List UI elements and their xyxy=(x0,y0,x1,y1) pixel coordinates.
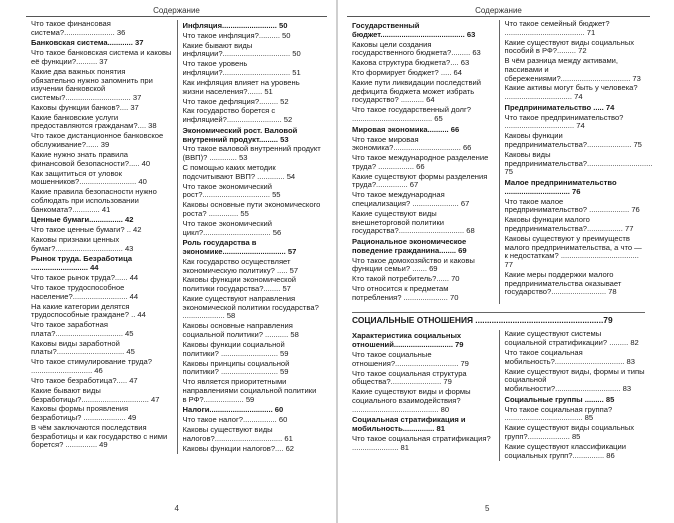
toc-entry: Каковы существуют у преимуществ малого предпринимательства, а что — к недостаткам? ..................................... 77 xyxy=(504,233,642,269)
toc-heading: Роль государства в экономике.............................. 57 xyxy=(182,238,297,256)
toc-entry: Какие существуют классификации социальных групп?............... 86 xyxy=(504,441,627,460)
toc-entry: Какие активы могут быть у человека? ................................ 74 xyxy=(504,83,638,102)
toc-column-3 xyxy=(347,20,499,304)
page-header xyxy=(26,6,327,20)
toc-entry: Что такое ценные бумаги? .. 42 xyxy=(31,225,142,235)
toc-entry: Что такое рынок труда?...... 44 xyxy=(31,273,139,283)
toc-entry: Что является приоритетными направлениями социальной политики в РФ?................... 59 xyxy=(182,377,317,404)
toc-entry: Каковы функции банков?.... 37 xyxy=(31,102,139,112)
section-heading: СОЦИАЛЬНЫЕ ОТНОШЕНИЯ .......................................................79 xyxy=(352,312,645,325)
toc-entry: Что такое валовой внутренний продукт (ВВП)? ............. 53 xyxy=(182,144,321,163)
toc-entry: Какие существуют виды, формы и типы социальной мобильности?............................... 83 xyxy=(504,366,645,394)
toc-columns xyxy=(26,20,327,454)
toc-heading: Рациональное экономическое поведение гражданина........ 69 xyxy=(352,237,467,255)
toc-entry: Какие нужно знать правила финансовой безопасности?..... 40 xyxy=(31,149,151,168)
toc-entry: Что такое предпринимательство? ................................. 74 xyxy=(504,112,624,131)
toc-entry: Каковы основные направления социальной политики? ........... 58 xyxy=(182,321,299,340)
toc-entry: Что такое дистанционное банковское обслуживание?...... 39 xyxy=(31,131,164,150)
toc-heading: Банковская система............ 37 xyxy=(31,38,144,48)
toc-entry: Какие банковские услуги предоставляются гражданам?.... 38 xyxy=(31,112,157,131)
toc-entry: На какие категории делятся трудоспособные граждане? .. 44 xyxy=(31,301,146,320)
toc-entry: Каковы цели создания государственного бюджета?......... 63 xyxy=(352,39,481,58)
toc-entry: Каковы функции предпринимательства?..................... 75 xyxy=(504,131,642,150)
toc-columns-bottom xyxy=(347,330,650,461)
toc-entry: Каковы функции малого предпринимательства?................. 77 xyxy=(504,215,634,233)
toc-entry: Каковы функции социальной политики? ........................... 59 xyxy=(182,339,289,358)
toc-heading: Предпринимательство ..... 74 xyxy=(504,102,615,112)
toc-column-1 xyxy=(26,20,177,454)
toc-entry: Как государство борется с инфляцией?.......................... 52 xyxy=(182,106,293,125)
toc-entry: Каковы функции экономической политики государства?........ 57 xyxy=(182,275,297,294)
toc-entry: Какие существуют виды и формы социального взаимодействия? ......................................... 80 xyxy=(352,387,471,414)
toc-entry: Что такое социальная стратификация? ...................... 81 xyxy=(352,433,491,452)
toc-entry: Каковы виды заработной платы?................................ 45 xyxy=(31,338,135,357)
toc-entry: Как государство осуществляет экономическую политику? ..... 57 xyxy=(182,256,299,275)
toc-column-6 xyxy=(499,330,651,461)
toc-entry: Каковы формы проявления безработицы? .................... 49 xyxy=(31,404,137,423)
toc-heading: Ценные бумаги................ 42 xyxy=(31,215,134,225)
toc-entry: Каковы признаки ценных бумаг?................................ 43 xyxy=(31,235,134,253)
page-header xyxy=(347,6,650,20)
toc-heading: Налоги.............................. 60 xyxy=(182,405,284,415)
toc-entry: Что такое государственный долг? ...................................... 65 xyxy=(352,105,471,123)
toc-entry: Что такое заработная плата?................................ 45 xyxy=(31,320,134,338)
toc-entry: Каковы функции налогов?.... 62 xyxy=(182,443,295,453)
toc-entry: Как защититься от уловок мошенников?........................... 40 xyxy=(31,168,147,187)
toc-entry: Что такое социальная группа? ..................................... 85 xyxy=(504,404,613,423)
toc-entry: Что такое стимулирование труда? ............................. 46 xyxy=(31,357,152,376)
toc-entry: Что такое инфляция?.......... 50 xyxy=(182,30,291,40)
toc-entry: Какие меры поддержки малого предпринимательства оказывает государство?.......................... 78 xyxy=(504,269,622,297)
header-label: Содержание xyxy=(469,6,528,15)
toc-entry: Что такое социальная структура общества?........................ 79 xyxy=(352,368,467,387)
toc-entry: Какие пути ликвидации последствий дефицита бюджета может избрать государство? ........... 64 xyxy=(352,77,481,105)
toc-heading: Социальные группы ......... 85 xyxy=(504,394,615,404)
toc-entry: Какова структура бюджета?.... 63 xyxy=(352,58,470,68)
toc-entry: Какие два важных понятия обязательно нужно запомнить при изучении банковской системы?............................... 37 xyxy=(31,66,153,102)
toc-column-5 xyxy=(347,330,499,461)
toc-entry: Что такое трудоспособное население?.......................... 44 xyxy=(31,282,139,301)
toc-entry: Какие существуют формы разделения труда?............... 67 xyxy=(352,171,488,190)
toc-entry: В чём разница между активами, пассивами и сбережениями?................................. 73 xyxy=(504,56,641,83)
toc-entry: Что такое малое предпринимательство? ................... 76 xyxy=(504,196,640,215)
toc-heading: Социальная стратификация и мобильность............... 81 xyxy=(352,415,466,434)
toc-entry: Какие существуют системы социальной стратификации? ......... 82 xyxy=(504,329,639,348)
toc-entry: Что такое налог?................ 60 xyxy=(182,415,288,425)
toc-entry: Каковы существуют виды налогов?................................ 61 xyxy=(182,424,293,443)
toc-heading: Рынок труда. Безработица ........................... 44 xyxy=(31,254,133,273)
toc-entry: Что такое уровень инфляции?................................ 51 xyxy=(182,59,301,78)
toc-entry: Что такое безработица?..... 47 xyxy=(31,375,138,385)
toc-entry: Что такое международная специализация? ...................... 67 xyxy=(352,190,470,209)
toc-entry: Каковы виды предпринимательства?............................... 75 xyxy=(504,149,653,177)
toc-heading: Мировая экономика.......... 66 xyxy=(352,124,460,134)
toc-entry: Что такое социальные отношения?.............................. 79 xyxy=(352,350,469,368)
toc-entry: Какие бывают виды безработицы?................................ 47 xyxy=(31,385,160,404)
toc-heading: Малое предпринимательство ............................... 76 xyxy=(504,178,617,196)
toc-heading: Характеристика социальных отношений............................ 79 xyxy=(352,331,464,350)
toc-entry: В чём заключаются последствия безработицы и как государство с ними борется? ............... 49 xyxy=(31,422,168,450)
toc-entry: Что такое финансовая система?........................ 36 xyxy=(31,19,126,37)
toc-heading: Экономический рост. Валовой внутренний продукт......... 53 xyxy=(182,125,298,144)
toc-entry: Что такое экономический рост?................................ 55 xyxy=(182,181,281,200)
toc-entry: Что относится к предметам потребления? ..................... 70 xyxy=(352,284,459,302)
toc-columns-top xyxy=(347,19,653,304)
toc-entry: Каковы основные пути экономического роста? .............. 55 xyxy=(182,200,321,218)
toc-entry: Как инфляция влияет на уровень жизни населения?....... 51 xyxy=(182,77,300,96)
toc-entry: Что такое социальная мобильность?................................. 83 xyxy=(504,348,635,366)
toc-heading: Инфляция.......................... 50 xyxy=(182,21,288,30)
toc-entry: Что такое дефляция?......... 52 xyxy=(182,96,289,106)
toc-entry: Какие существуют виды социальных групп?.................... 85 xyxy=(504,423,635,441)
toc-entry: Что такое международное разделение труда? ................. 66 xyxy=(352,153,489,171)
toc-entry: Какие существуют виды внешнеторговой политики государства?............................... 68 xyxy=(352,208,475,236)
header-label: Содержание xyxy=(147,6,206,15)
right-page xyxy=(337,0,674,523)
toc-entry: Что такое мировая экономика?................................ 66 xyxy=(352,134,472,153)
toc-entry: Что такое домохозяйство и каковы функции семьи? ....... 69 xyxy=(352,255,475,274)
toc-entry: Каковы принципы социальной политики? ........................... 59 xyxy=(182,358,290,377)
toc-heading: Государственный бюджет........................................ 63 xyxy=(352,21,476,39)
toc-entry: Какие существуют виды социальных пособий в РФ?......... 72 xyxy=(504,37,635,56)
page-number: 5 xyxy=(485,504,490,513)
toc-entry: Что такое банковская система и каковы её функции?.......... 37 xyxy=(31,48,172,66)
toc-entry: Кто такой потребитель?...... 70 xyxy=(352,274,460,284)
toc-entry: С помощью каких методик подсчитывают ВВП? ............. 54 xyxy=(182,163,296,181)
toc-entry: Что такое экономический цикл?................................ 56 xyxy=(182,218,282,237)
toc-entry: Кто формирует бюджет? ..... 64 xyxy=(352,68,462,78)
toc-entry: Какие бывают виды инфляции?................................ 50 xyxy=(182,40,301,59)
toc-entry: Какие существуют направления экономической политики государства? .................... 58 xyxy=(182,294,319,321)
toc-entry: Какие правила безопасности нужно соблюдать при использовании банкомата?............. 41 xyxy=(31,187,157,214)
toc-column-4 xyxy=(499,20,651,304)
toc-column-2 xyxy=(177,20,328,454)
toc-entry: Что такое семейный бюджет? ...................................... 71 xyxy=(504,19,610,37)
page-number: 4 xyxy=(174,504,179,513)
